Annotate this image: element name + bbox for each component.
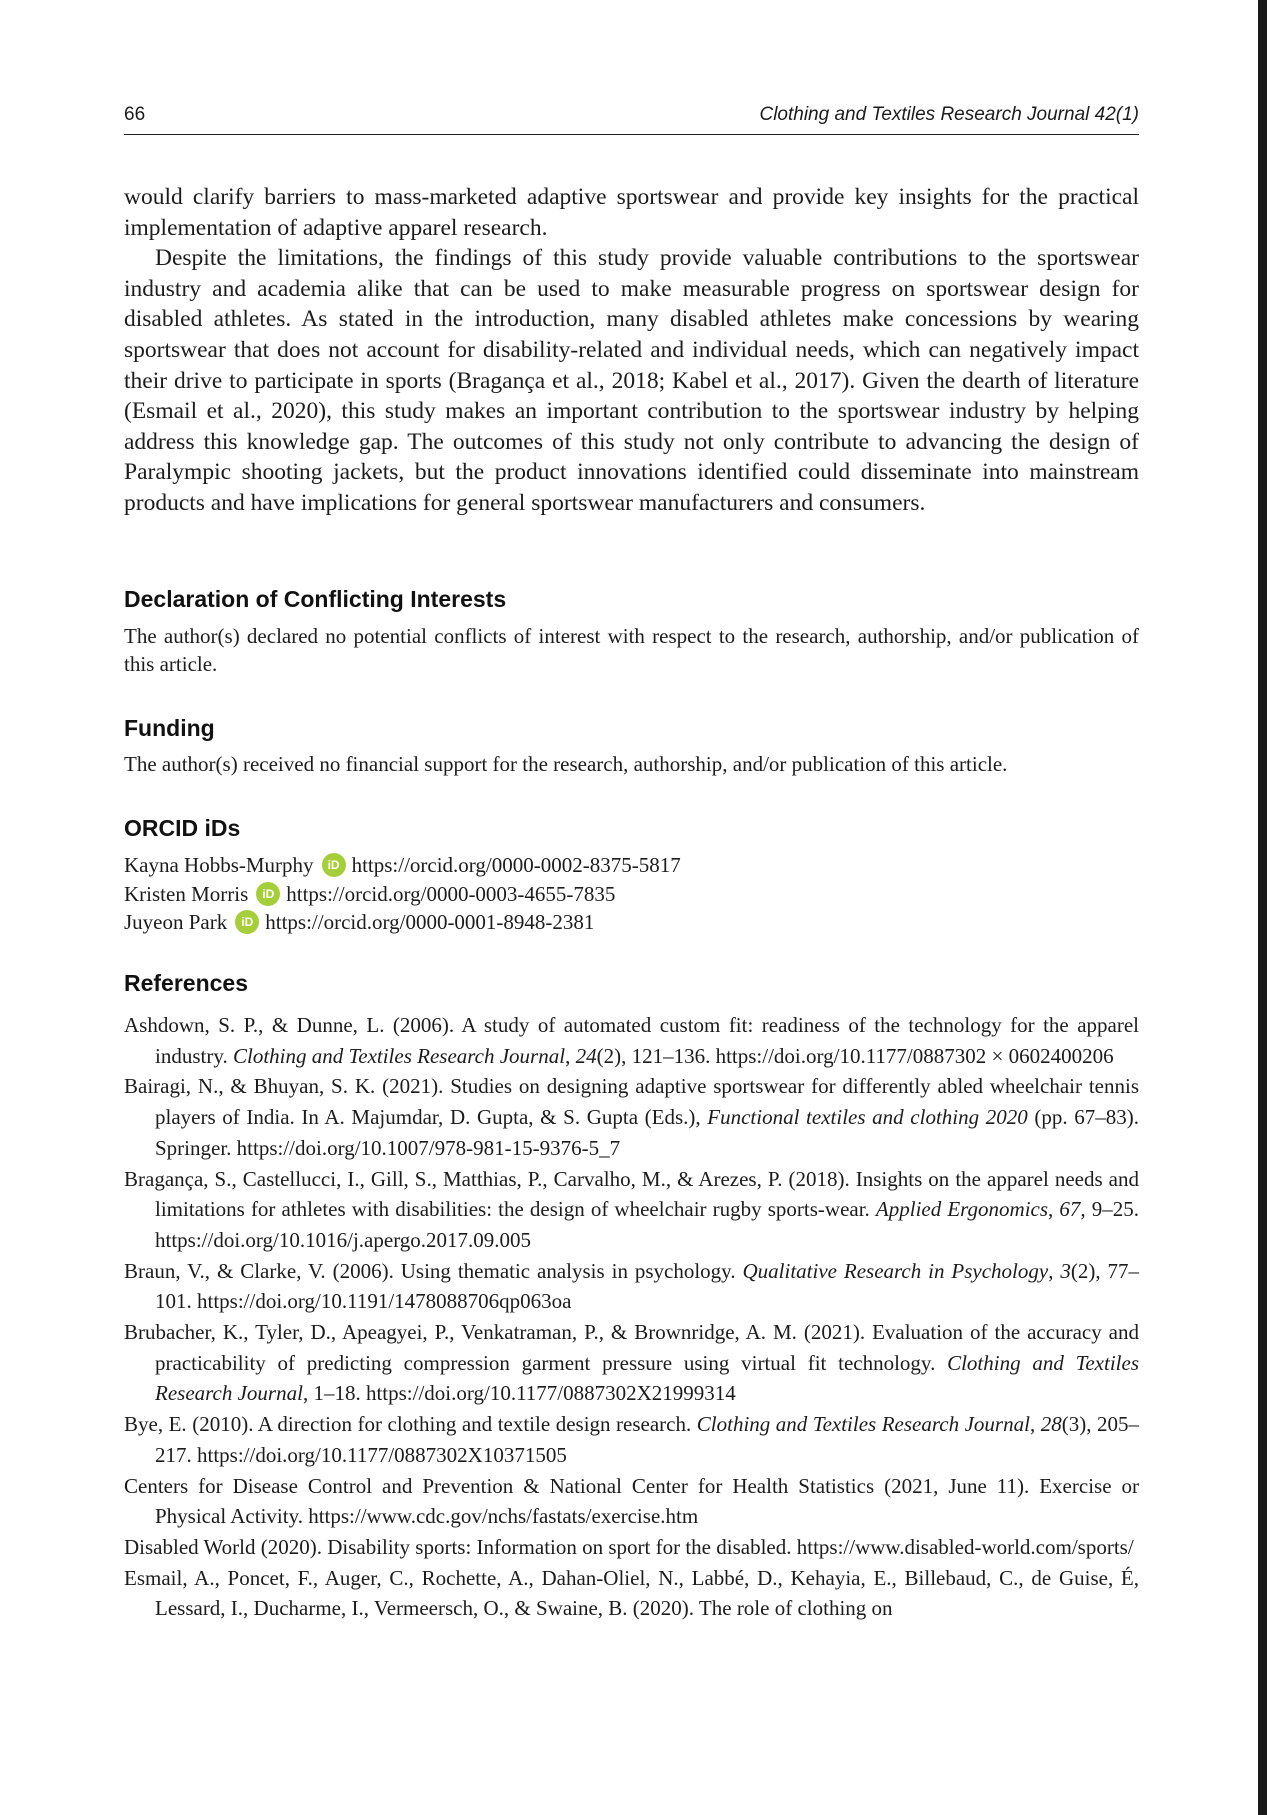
orcid-link[interactable]: https://orcid.org/0000-0003-4655-7835 [286,881,616,906]
ref-tail[interactable]: (2), 77–101. https://doi.org/10.1191/1478088706qp063oa [155,1258,1140,1314]
reference-item [124,1409,1139,1470]
ref-tail[interactable]: (3), 205–217. https://doi.org/10.1177/0887302X10371505 [155,1412,1139,1467]
conflict-heading: Declaration of Conflicting Interests [124,586,507,612]
author-name: Kayna Hobbs-Murphy [124,853,314,877]
reference-item [124,1010,1139,1071]
page-number: 66 [124,104,146,125]
ref-sep: , [1048,1197,1060,1222]
reference-item [124,1563,1139,1624]
ref-text[interactable]: Disabled World (2020). Disability sports: Information on sport for the disabled. https://www.disabled-world.com/sports/ [124,1534,1134,1559]
funding-text: The author(s) received no financial support for the research, authorship, and/or publication of this article. [124,752,1008,776]
ref-volume: 28 [1040,1412,1062,1437]
ref-journal: Functional textiles and clothing 2020 [707,1105,1028,1130]
reference-item [124,1071,1139,1163]
conflict-text: The author(s) declared no potential conflicts of interest with respect to the research, authorship, and/or publication of this article. [124,624,1139,676]
funding-heading: Funding [124,715,215,741]
reference-item [124,1317,1139,1409]
ref-journal: Clothing and Textiles Research Journal [696,1412,1030,1437]
paragraph: would clarify barriers to mass-marketed adaptive sportswear and provide key insights for the practical implementation of adaptive apparel research. [124,184,1139,241]
orcid-icon[interactable]: iD [235,910,259,934]
orcid-entry [124,880,681,909]
orcid-icon[interactable]: iD [256,882,280,906]
author-name: Juyeon Park [124,910,228,934]
body-text [124,182,1139,519]
reference-item [124,1471,1139,1532]
ref-volume: 3 [1060,1258,1071,1283]
reference-item [124,1164,1139,1256]
ref-sep: , [1029,1412,1041,1437]
paragraph: Despite the limitations, the findings of this study provide valuable contributions to the sportswear industry and academia alike that can be used to make measurable progress on sportswear design for disabled athletes. As stated in the introduction, many disabled athletes make concessions by wearing sportswear that does not account for disability-related and individual needs, which can negatively impact their drive to participate in sports (Bragança et al., 2018; Kabel et al., 2017). Given the dearth of literature (Esmail et al., 2020), this study makes an important contribution to the sportswear industry by helping address this knowledge gap. The outcomes of this study not only contribute to advancing the design of Paralympic shooting jackets, but the product innovations identified could disseminate into mainstream products and have implications for general sportswear manufacturers and consumers. [124,245,1139,516]
ref-volume: 67 [1059,1197,1081,1222]
ref-journal: Applied Ergonomics [875,1197,1049,1222]
ref-text: Braun, V., & Clarke, V. (2006). Using thematic analysis in psychology. [124,1258,743,1283]
ref-text: Ashdown, S. P., & Dunne, L. (2006). A study of automated custom fit: readiness of the technology for the apparel industry. [124,1013,1139,1068]
orcid-heading: ORCID iDs [124,815,241,841]
ref-sep: , [1048,1258,1061,1283]
ref-volume: 24 [575,1043,597,1068]
journal-title: Clothing and Textiles Research Journal 42(1) [759,104,1139,125]
page-right-edge [1258,0,1267,1815]
references-list [124,1010,1139,1624]
orcid-icon[interactable]: iD [322,853,346,877]
orcid-link[interactable]: https://orcid.org/0000-0001-8948-2381 [265,910,595,934]
ref-journal: Qualitative Research in Psychology [742,1258,1049,1283]
author-name: Kristen Morris [124,881,249,906]
ref-text: Esmail, A., Poncet, F., Auger, C., Rochette, A., Dahan-Oliel, N., Labbé, D., Kehayia, E., Billebaud, C., de Guise, É, Lessard, I., Ducharme, I., Vermeersch, O., & Swaine, B. (2020). The role of clothing on [124,1565,1139,1621]
ref-text: Bragança, S., Castellucci, I., Gill, S., Matthias, P., Carvalho, M., & Arezes, P. (2018). Insights on the apparel needs and limitations for athletes with disabilities: the design of wheelchair rugby sports-wear. [124,1166,1139,1222]
reference-item [124,1532,1139,1563]
ref-text: Brubacher, K., Tyler, D., Apeagyei, P., Venkatraman, P., & Brownridge, A. M. (2021). Evaluation of the accuracy and practicability of predicting compression garment pressure using virtual fit technology. [124,1320,1139,1375]
ref-tail[interactable]: , 9–25. https://doi.org/10.1016/j.apergo.2017.09.005 [155,1197,1140,1252]
ref-tail[interactable]: , 1–18. https://doi.org/10.1177/0887302X21999314 [302,1381,736,1406]
references-heading: References [124,970,249,996]
ref-text[interactable]: Centers for Disease Control and Prevention & National Center for Health Statistics (2021, June 11). Exercise or Physical Activity. https://www.cdc.gov/nchs/fastats/exercise.htm [124,1473,1139,1529]
reference-item [124,1256,1139,1317]
ref-text: Bye, E. (2010). A direction for clothing and textile design research. [124,1412,697,1437]
ref-tail[interactable]: (2), 121–136. https://doi.org/10.1177/0887302 × 0602400206 [596,1043,1114,1068]
ref-sep: , [565,1043,576,1068]
ref-journal: Clothing and Textiles Research Journal [155,1350,1139,1406]
ref-text: Bairagi, N., & Bhuyan, S. K. (2021). Studies on designing adaptive sportswear for differently abled wheelchair tennis players of India. In A. Majumdar, D. Gupta, & S. Gupta (Eds.), [124,1074,1139,1130]
running-header [124,102,1139,135]
orcid-list [124,851,681,937]
orcid-entry [124,851,681,880]
orcid-entry [124,908,681,937]
orcid-link[interactable]: https://orcid.org/0000-0002-8375-5817 [351,853,681,877]
ref-tail[interactable]: (pp. 67–83). Springer. https://doi.org/10.1007/978-981-15-9376-5_7 [155,1105,1139,1160]
ref-journal: Clothing and Textiles Research Journal [232,1043,566,1068]
